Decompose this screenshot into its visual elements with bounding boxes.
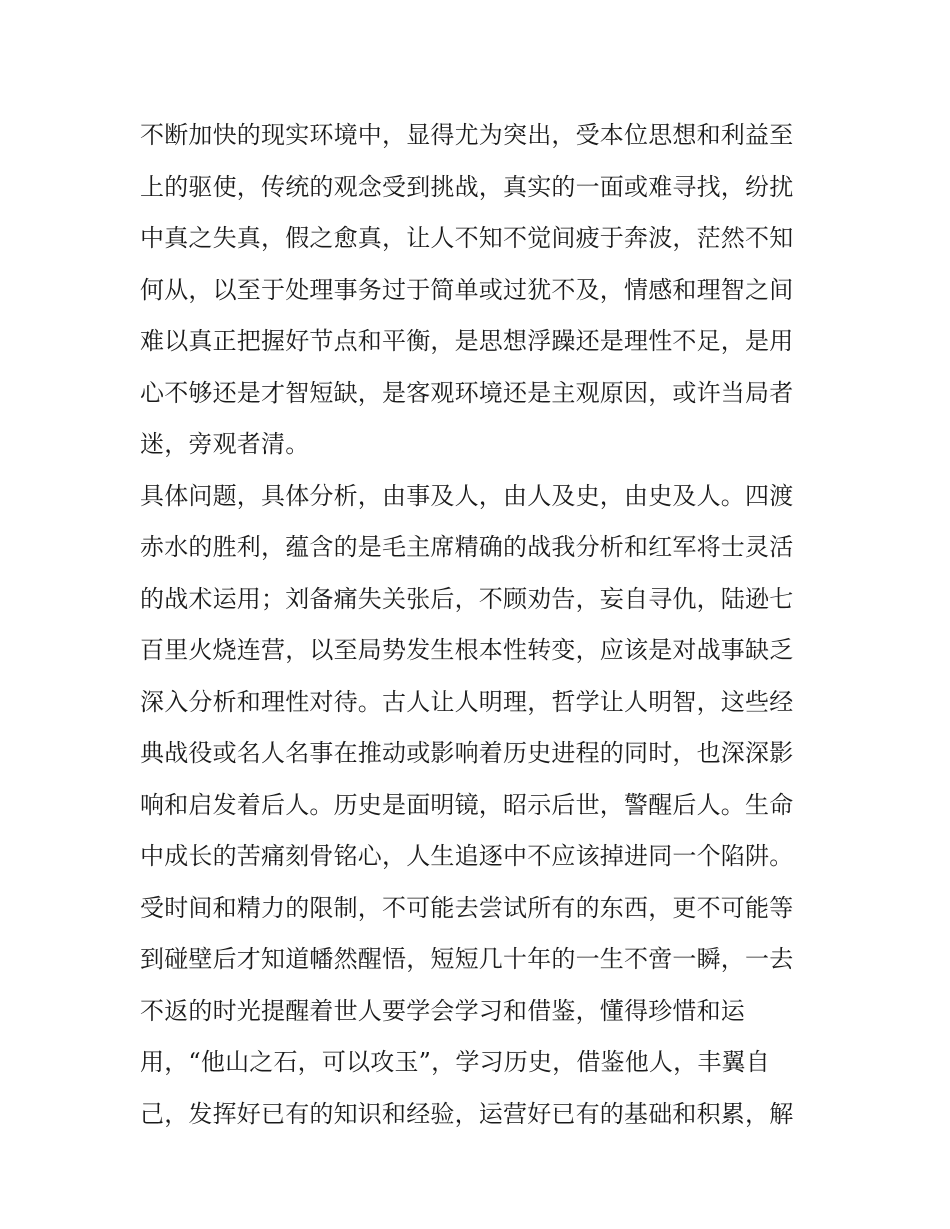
text-line: 具体问题，具体分析，由事及人，由人及史，由史及人。四渡 [140, 481, 794, 510]
text-line: 迷，旁观者清。 [140, 430, 310, 458]
text-line: 深入分析和理性对待。古人让人明理，哲学让人明智，这些经 [140, 687, 794, 716]
text-line: 中真之失真，假之愈真，让人不知不觉间疲于奔波，茫然不知 [140, 224, 794, 252]
text-line: 赤水的胜利，蕴含的是毛主席精确的战我分析和红军将士灵活 [140, 533, 794, 561]
text-line: 受时间和精力的限制，不可能去尝试所有的东西，更不可能等 [140, 893, 794, 922]
text-line: 不断加快的现实环境中，显得尤为突出，受本位思想和利益至 [140, 121, 794, 149]
text-line: 上的驱使，传统的观念受到挑战，真实的一面或难寻找，纷扰 [140, 172, 794, 201]
text-line: 典战役或名人名事在推动或影响着历史进程的同时，也深深影 [140, 739, 794, 767]
text-line: 的战术运用；刘备痛失关张后，不顾劝告，妄自寻仇，陆逊七 [140, 584, 794, 613]
body-text [140, 110, 820, 1140]
text-line: 到碰壁后才知道幡然醒悟，短短几十年的一生不啻一瞬，一去 [140, 945, 794, 973]
text-line: 心不够还是才智短缺，是客观环境还是主观原因，或许当局者 [140, 378, 794, 407]
text-line: 用，“他山之石，可以攻玉”，学习历史，借鉴他人，丰翼自 [140, 1048, 770, 1076]
text-line: 难以真正把握好节点和平衡，是思想浮躁还是理性不足，是用 [140, 327, 794, 355]
text-line: 何从，以至于处理事务过于简单或过犹不及，情感和理智之间 [140, 275, 794, 304]
text-line: 中成长的苦痛刻骨铭心，人生追逐中不应该掉进同一个陷阱。 [140, 842, 794, 870]
text-line: 不返的时光提醒着世人要学会学习和借鉴，懂得珍惜和运 [140, 996, 745, 1025]
text-line: 响和启发着后人。历史是面明镜，昭示后世，警醒后人。生命 [140, 790, 794, 819]
text-line: 百里火烧连营，以至局势发生根本性转变，应该是对战事缺乏 [140, 636, 794, 664]
text-line: 己，发挥好已有的知识和经验，运营好已有的基础和积累，解 [140, 1099, 794, 1128]
